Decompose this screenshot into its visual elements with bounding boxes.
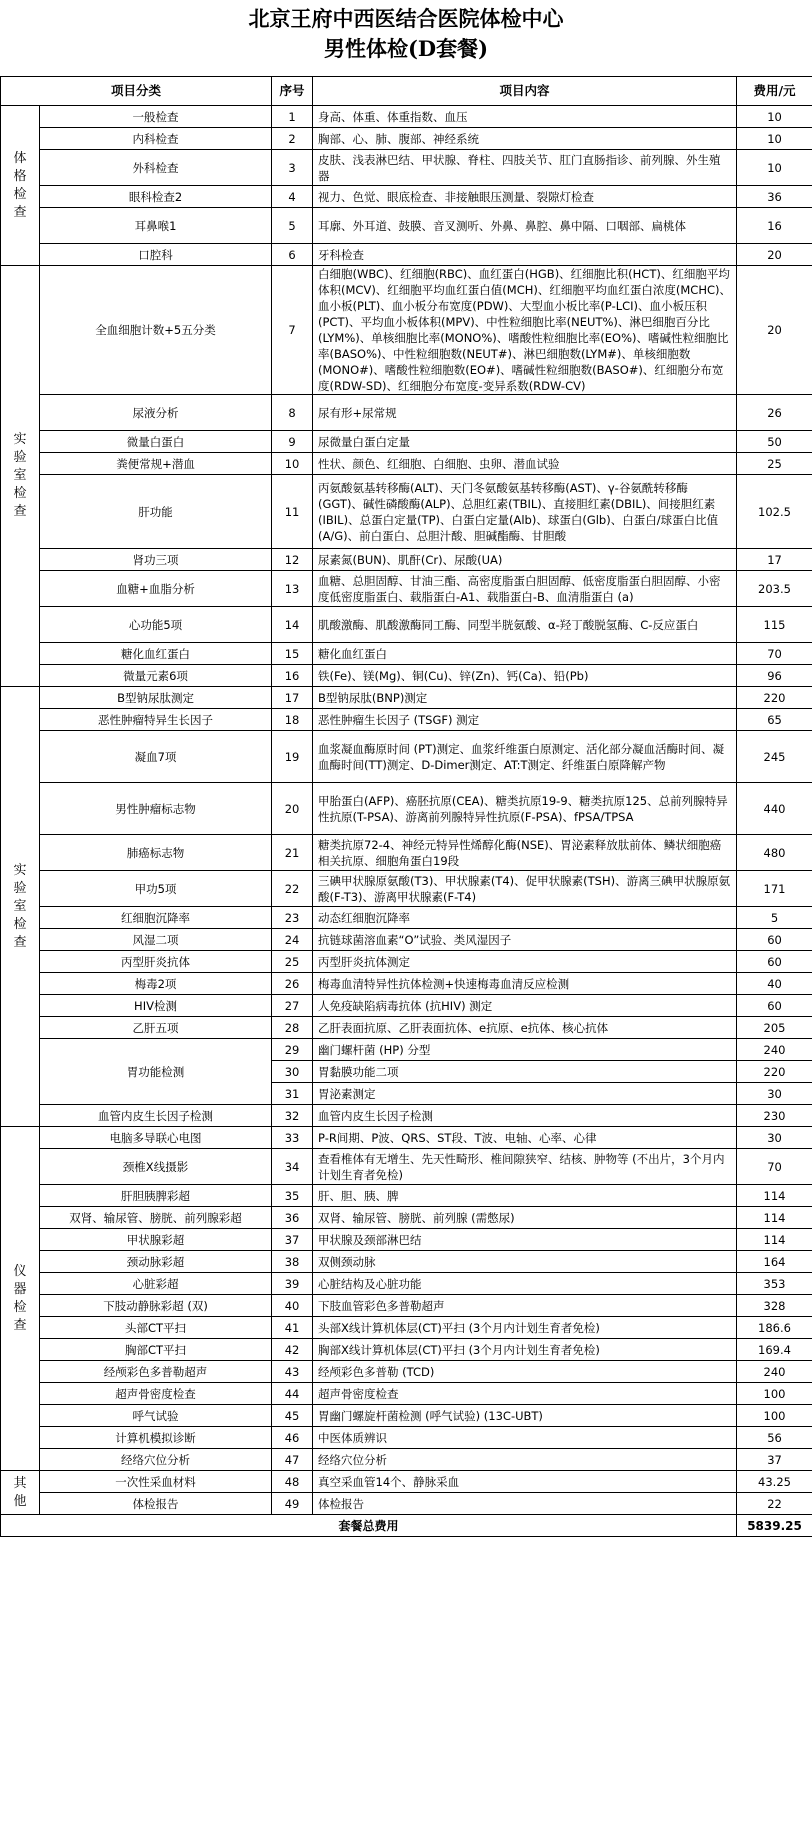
item-number: 36 [272,1207,313,1229]
item-content: 心脏结构及心脏功能 [313,1273,737,1295]
item-fee: 20 [737,244,812,266]
item-category: 体检报告 [40,1493,272,1515]
item-number: 22 [272,871,313,907]
item-number: 34 [272,1149,313,1185]
item-content: 体检报告 [313,1493,737,1515]
item-fee: 30 [737,1083,812,1105]
group-label-text: 其他 [13,1475,27,1509]
table-row [1,871,812,907]
item-content: 视力、色觉、眼底检查、非接触眼压测量、裂隙灯检查 [313,186,737,208]
item-number: 5 [272,208,313,244]
item-number: 47 [272,1449,313,1471]
table-row [1,186,812,208]
item-fee: 16 [737,208,812,244]
item-number: 48 [272,1471,313,1493]
item-number: 29 [272,1039,313,1061]
table-row [1,1039,812,1061]
item-fee: 10 [737,106,812,128]
table-row [1,475,812,549]
item-content: 经络穴位分析 [313,1449,737,1471]
table-row [1,643,812,665]
item-content: 乙肝表面抗原、乙肝表面抗体、e抗原、e抗体、核心抗体 [313,1017,737,1039]
item-category: 胃功能检测 [40,1039,272,1105]
table-row [1,1185,812,1207]
item-number: 21 [272,835,313,871]
item-content: 动态红细胞沉降率 [313,907,737,929]
table-row [1,244,812,266]
item-category: 微量元素6项 [40,665,272,687]
table-row [1,1405,812,1427]
item-fee: 96 [737,665,812,687]
table-row [1,709,812,731]
item-category: 血管内皮生长因子检测 [40,1105,272,1127]
item-fee: 240 [737,1039,812,1061]
item-number: 49 [272,1493,313,1515]
item-content: 胃黏膜功能二项 [313,1061,737,1083]
item-content: 皮肤、浅表淋巴结、甲状腺、脊柱、四肢关节、肛门直肠指诊、前列腺、外生殖器 [313,150,737,186]
item-category: 颈椎X线摄影 [40,1149,272,1185]
table-row [1,266,812,395]
item-category: 头部CT平扫 [40,1317,272,1339]
item-number: 19 [272,731,313,783]
item-number: 15 [272,643,313,665]
package-name: 男性体检(D套餐) [323,36,489,61]
item-content: 丙型肝炎抗体测定 [313,951,737,973]
item-category: 眼科检查2 [40,186,272,208]
item-number: 40 [272,1295,313,1317]
item-fee: 169.4 [737,1339,812,1361]
item-number: 28 [272,1017,313,1039]
item-content: 尿素氮(BUN)、肌酐(Cr)、尿酸(UA) [313,549,737,571]
table-row [1,549,812,571]
item-fee: 40 [737,973,812,995]
total-label: 套餐总费用 [1,1515,737,1537]
item-number: 17 [272,687,313,709]
table-row [1,973,812,995]
table-row [1,607,812,643]
exam-items-table [0,76,812,1537]
table-row [1,453,812,475]
item-category: 糖化血红蛋白 [40,643,272,665]
item-number: 32 [272,1105,313,1127]
item-number: 43 [272,1361,313,1383]
table-row [1,907,812,929]
table-row [1,995,812,1017]
item-fee: 60 [737,951,812,973]
item-content: 糖化血红蛋白 [313,643,737,665]
item-number: 31 [272,1083,313,1105]
item-content: 铁(Fe)、镁(Mg)、铜(Cu)、锌(Zn)、钙(Ca)、铅(Pb) [313,665,737,687]
table-row [1,1427,812,1449]
item-fee: 30 [737,1127,812,1149]
item-fee: 26 [737,395,812,431]
table-row [1,929,812,951]
table-row [1,208,812,244]
table-header-row [1,77,812,106]
item-fee: 164 [737,1251,812,1273]
item-number: 35 [272,1185,313,1207]
hospital-name: 北京王府中西医结合医院体检中心 [248,6,564,31]
item-fee: 186.6 [737,1317,812,1339]
item-content: 头部X线计算机体层(CT)平扫 (3个月内计划生育者免检) [313,1317,737,1339]
table-row [1,1207,812,1229]
item-category: 肝胆胰脾彩超 [40,1185,272,1207]
item-category: 经络穴位分析 [40,1449,272,1471]
item-category: 丙型肝炎抗体 [40,951,272,973]
item-fee: 22 [737,1493,812,1515]
item-fee: 205 [737,1017,812,1039]
group-label-text: 仪器检查 [13,1263,27,1333]
item-fee: 43.25 [737,1471,812,1493]
total-row [1,1515,812,1537]
item-content: 经颅彩色多普勒 (TCD) [313,1361,737,1383]
item-number: 9 [272,431,313,453]
item-number: 33 [272,1127,313,1149]
table-row [1,1105,812,1127]
item-content: 丙氨酸氨基转移酶(ALT)、天门冬氨酸氨基转移酶(AST)、γ-谷氨酰转移酶(GGT)、碱性磷酸酶(ALP)、总胆红素(TBIL)、直接胆红素(DBIL)、间接胆红素(IBIL)、总蛋白定量(TP)、白蛋白定量(Alb)、球蛋白(Glb)、白蛋白/球蛋白比值(A/G)、前白蛋白、总胆汁酸、胆碱酯酶、甘胆酸 [313,475,737,549]
item-category: 心脏彩超 [40,1273,272,1295]
item-category: B型钠尿肽测定 [40,687,272,709]
item-number: 20 [272,783,313,835]
group-label-text: 实验室检查 [13,432,27,519]
item-category: 经颅彩色多普勒超声 [40,1361,272,1383]
item-category: 双肾、输尿管、膀胱、前列腺彩超 [40,1207,272,1229]
item-content: 肝、胆、胰、脾 [313,1185,737,1207]
item-category: 血糖+血脂分析 [40,571,272,607]
item-content: 恶性肿瘤生长因子 (TSGF) 测定 [313,709,737,731]
item-fee: 5 [737,907,812,929]
item-number: 2 [272,128,313,150]
item-content: 双侧颈动脉 [313,1251,737,1273]
item-number: 7 [272,266,313,395]
total-fee: 5839.25 [737,1515,812,1537]
item-fee: 245 [737,731,812,783]
item-number: 25 [272,951,313,973]
group-label [1,1127,40,1471]
item-fee: 115 [737,607,812,643]
table-row [1,1149,812,1185]
item-content: 白细胞(WBC)、红细胞(RBC)、血红蛋白(HGB)、红细胞比积(HCT)、红细胞平均体积(MCV)、红细胞平均血红蛋白值(MCH)、红细胞平均血红蛋白浓度(MCHC)、血小板(PLT)、血小板分布宽度(PDW)、大型血小板比率(P-LCI)、血小板压积(PCT)、平均血小板体积(MPV)、中性粒细胞比率(NEUT%)、淋巴细胞百分比(LYM%)、单核细胞比率(MONO%)、嗜酸性粒细胞比率(EO%)、嗜碱性粒细胞比率(BASO%)、中性粒细胞数(NEUT#)、淋巴细胞数(LYM#)、单核细胞数(MONO#)、嗜酸性粒细胞数(EO#)、嗜碱性粒细胞数(BASO#)、红细胞分布宽度(RDW-SD)、红细胞分布宽度-变异系数(RDW-CV) [313,266,737,395]
group-label [1,106,40,266]
item-content: B型钠尿肽(BNP)测定 [313,687,737,709]
table-row [1,835,812,871]
table-row [1,1383,812,1405]
item-category: 肾功三项 [40,549,272,571]
item-content: 牙科检查 [313,244,737,266]
item-fee: 37 [737,1449,812,1471]
table-row [1,1295,812,1317]
item-fee: 114 [737,1207,812,1229]
item-category: 一次性采血材料 [40,1471,272,1493]
item-number: 26 [272,973,313,995]
table-row [1,1493,812,1515]
item-category: 超声骨密度检查 [40,1383,272,1405]
item-number: 13 [272,571,313,607]
item-fee: 25 [737,453,812,475]
item-fee: 60 [737,929,812,951]
item-number: 45 [272,1405,313,1427]
table-row [1,783,812,835]
item-number: 8 [272,395,313,431]
item-fee: 328 [737,1295,812,1317]
item-fee: 70 [737,643,812,665]
item-fee: 70 [737,1149,812,1185]
item-content: 三碘甲状腺原氨酸(T3)、甲状腺素(T4)、促甲状腺素(TSH)、游离三碘甲状腺原氨酸(F-T3)、游离甲状腺素(F-T4) [313,871,737,907]
item-category: 胸部CT平扫 [40,1339,272,1361]
item-content: 甲状腺及颈部淋巴结 [313,1229,737,1251]
item-content: 中医体质辨识 [313,1427,737,1449]
table-row [1,1017,812,1039]
item-content: 血糖、总胆固醇、甘油三酯、高密度脂蛋白胆固醇、低密度脂蛋白胆固醇、小密度低密度脂蛋白、载脂蛋白-A1、载脂蛋白-B、血清脂蛋白 (a) [313,571,737,607]
item-category: HIV检测 [40,995,272,1017]
item-category: 一般检查 [40,106,272,128]
item-category: 红细胞沉降率 [40,907,272,929]
item-content: P-R间期、P波、QRS、ST段、T波、电轴、心率、心律 [313,1127,737,1149]
item-content: 抗链球菌溶血素“O”试验、类风湿因子 [313,929,737,951]
item-content: 糖类抗原72-4、神经元特异性烯醇化酶(NSE)、胃泌素释放肽前体、鳞状细胞癌相关抗原、细胞角蛋白19段 [313,835,737,871]
item-fee: 102.5 [737,475,812,549]
item-content: 胸部X线计算机体层(CT)平扫 (3个月内计划生育者免检) [313,1339,737,1361]
item-category: 尿液分析 [40,395,272,431]
item-number: 3 [272,150,313,186]
table-row [1,687,812,709]
header-fee: 费用/元 [737,77,812,106]
item-number: 41 [272,1317,313,1339]
table-row [1,1273,812,1295]
item-number: 12 [272,549,313,571]
group-label-text: 体格检查 [13,150,27,220]
item-content: 性状、颜色、红细胞、白细胞、虫卵、潜血试验 [313,453,737,475]
item-fee: 56 [737,1427,812,1449]
group-label [1,266,40,687]
item-category: 口腔科 [40,244,272,266]
item-content: 尿微量白蛋白定量 [313,431,737,453]
item-content: 身高、体重、体重指数、血压 [313,106,737,128]
table-row [1,1229,812,1251]
header-category: 项目分类 [1,77,272,106]
item-number: 1 [272,106,313,128]
item-content: 梅毒血清特异性抗体检测+快速梅毒血清反应检测 [313,973,737,995]
item-fee: 230 [737,1105,812,1127]
item-fee: 114 [737,1185,812,1207]
item-content: 双肾、输尿管、膀胱、前列腺 (需憋尿) [313,1207,737,1229]
table-row [1,1339,812,1361]
table-row [1,1449,812,1471]
item-category: 计算机模拟诊断 [40,1427,272,1449]
item-category: 甲状腺彩超 [40,1229,272,1251]
group-label [1,687,40,1127]
item-number: 14 [272,607,313,643]
item-content: 超声骨密度检查 [313,1383,737,1405]
table-row [1,1251,812,1273]
item-fee: 171 [737,871,812,907]
item-content: 耳廓、外耳道、鼓膜、音叉测听、外鼻、鼻腔、鼻中隔、口咽部、扁桃体 [313,208,737,244]
item-category: 乙肝五项 [40,1017,272,1039]
item-number: 10 [272,453,313,475]
item-fee: 36 [737,186,812,208]
item-content: 胸部、心、肺、腹部、神经系统 [313,128,737,150]
table-row [1,731,812,783]
item-number: 30 [272,1061,313,1083]
item-fee: 353 [737,1273,812,1295]
item-category: 男性肿瘤标志物 [40,783,272,835]
item-number: 39 [272,1273,313,1295]
item-number: 44 [272,1383,313,1405]
table-row [1,1361,812,1383]
item-category: 恶性肿瘤特异生长因子 [40,709,272,731]
item-content: 胃幽门螺旋杆菌检测 (呼气试验) (13C-UBT) [313,1405,737,1427]
item-fee: 480 [737,835,812,871]
item-number: 4 [272,186,313,208]
document-title [0,4,812,64]
item-fee: 50 [737,431,812,453]
item-content: 血管内皮生长因子检测 [313,1105,737,1127]
item-category: 内科检查 [40,128,272,150]
table-row [1,150,812,186]
table-body [1,106,812,1515]
table-row [1,951,812,973]
table-row [1,128,812,150]
item-category: 凝血7项 [40,731,272,783]
item-category: 心功能5项 [40,607,272,643]
item-fee: 17 [737,549,812,571]
item-number: 38 [272,1251,313,1273]
item-category: 下肢动静脉彩超 (双) [40,1295,272,1317]
item-content: 尿有形+尿常规 [313,395,737,431]
item-category: 外科检查 [40,150,272,186]
item-category: 耳鼻喉1 [40,208,272,244]
item-category: 颈动脉彩超 [40,1251,272,1273]
item-number: 37 [272,1229,313,1251]
item-number: 42 [272,1339,313,1361]
item-fee: 10 [737,128,812,150]
item-content: 真空采血管14个、静脉采血 [313,1471,737,1493]
item-fee: 65 [737,709,812,731]
header-number: 序号 [272,77,313,106]
item-category: 甲功5项 [40,871,272,907]
item-number: 27 [272,995,313,1017]
item-fee: 100 [737,1383,812,1405]
item-fee: 20 [737,266,812,395]
item-number: 46 [272,1427,313,1449]
item-fee: 100 [737,1405,812,1427]
item-number: 16 [272,665,313,687]
table-row [1,1471,812,1493]
item-category: 呼气试验 [40,1405,272,1427]
table-row [1,431,812,453]
item-content: 下肢血管彩色多普勒超声 [313,1295,737,1317]
table-row [1,1127,812,1149]
table-row [1,1317,812,1339]
item-fee: 220 [737,687,812,709]
item-fee: 203.5 [737,571,812,607]
item-fee: 114 [737,1229,812,1251]
item-fee: 240 [737,1361,812,1383]
group-label-text: 实验室检查 [13,862,27,950]
table-row [1,395,812,431]
item-category: 微量白蛋白 [40,431,272,453]
item-category: 梅毒2项 [40,973,272,995]
item-fee: 440 [737,783,812,835]
item-number: 6 [272,244,313,266]
item-category: 粪便常规+潜血 [40,453,272,475]
header-content: 项目内容 [313,77,737,106]
item-number: 24 [272,929,313,951]
item-fee: 60 [737,995,812,1017]
table-row [1,571,812,607]
item-category: 肝功能 [40,475,272,549]
item-category: 全血细胞计数+5五分类 [40,266,272,395]
item-content: 血浆凝血酶原时间 (PT)测定、血浆纤维蛋白原测定、活化部分凝血活酶时间、凝血酶时间(TT)测定、D-Dimer测定、AT:T测定、纤维蛋白原降解产物 [313,731,737,783]
item-number: 23 [272,907,313,929]
item-category: 风湿二项 [40,929,272,951]
item-category: 电脑多导联心电图 [40,1127,272,1149]
item-content: 肌酸激酶、肌酸激酶同工酶、同型半胱氨酸、α-羟丁酸脱氢酶、C-反应蛋白 [313,607,737,643]
item-content: 人免疫缺陷病毒抗体 (抗HIV) 测定 [313,995,737,1017]
table-row [1,665,812,687]
item-content: 幽门螺杆菌 (HP) 分型 [313,1039,737,1061]
item-number: 11 [272,475,313,549]
group-label [1,1471,40,1515]
item-content: 胃泌素测定 [313,1083,737,1105]
item-content: 甲胎蛋白(AFP)、癌胚抗原(CEA)、糖类抗原19-9、糖类抗原125、总前列腺特异性抗原(T-PSA)、游离前列腺特异性抗原(F-PSA)、fPSA/TPSA [313,783,737,835]
table-row [1,106,812,128]
item-fee: 220 [737,1061,812,1083]
item-number: 18 [272,709,313,731]
item-category: 肺癌标志物 [40,835,272,871]
item-content: 查看椎体有无增生、先天性畸形、椎间隙狭窄、结核、肿物等 (不出片，3个月内计划生育者免检) [313,1149,737,1185]
item-fee: 10 [737,150,812,186]
